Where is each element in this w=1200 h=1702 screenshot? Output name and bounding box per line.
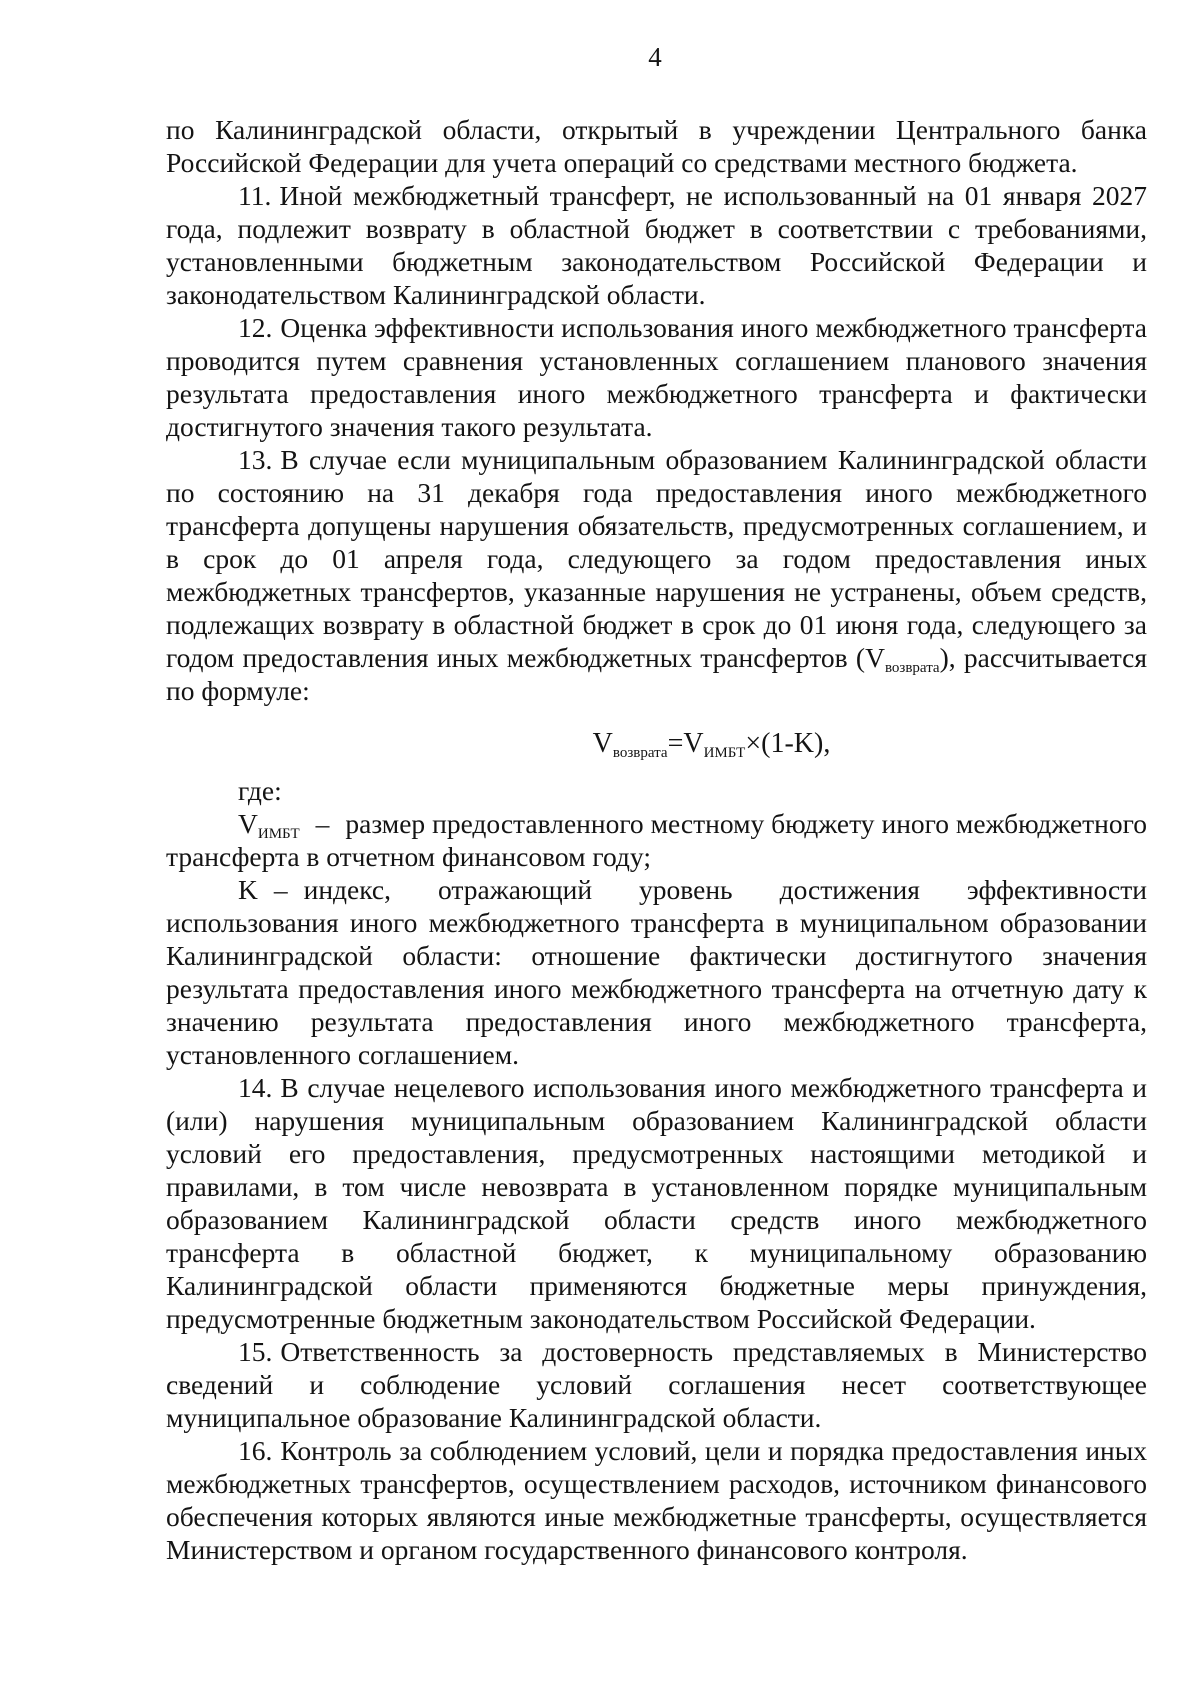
paragraph-number: 13. <box>238 444 273 475</box>
paragraph-number: 15. <box>238 1336 273 1367</box>
definition-text: размер предоставленного местному бюджету иного межбюджетного трансферта в отчетном финансовом году; <box>166 808 1147 872</box>
paragraph-14 <box>166 1071 1147 1335</box>
return-volume-symbol: $(V_{возврата})$, рассчитывается по формуле: <box>166 642 1148 706</box>
definition-k <box>166 873 1147 1071</box>
definition-dash: – <box>315 808 330 839</box>
paragraph-text: Ответственность за достоверность представляемых в Министерство сведений и соблюдение условий соглашения несет соответствующее муниципальное образование Калининградской области. <box>166 1336 1147 1433</box>
definition-symbol: $V_{ИМБТ}$ <box>238 808 300 842</box>
paragraph-number: 14. <box>238 1072 273 1103</box>
where-label: где: <box>238 775 282 806</box>
paragraph-11 <box>166 179 1147 311</box>
return-formula: $V_{возврата}=V_{ИМБТ}\times(1-K)$, <box>592 728 831 761</box>
definition-symbol: K <box>238 874 258 905</box>
paragraph-text: Оценка эффективности использования иного межбюджетного трансферта проводится путем сравнения установленных соглашением планового значения результата предоставления иного межбюджетного трансферта и фактически достигнутого значения такого результата. <box>166 312 1147 442</box>
definition-text: индекс, отражающий уровень достижения эффективности использования иного межбюджетного трансферта в муниципальном образовании Калининградской области: отношение фактически достигнутого значения результата предоставления иного межбюджетного трансферта на отчетную дату к значению результата предоставления иного межбюджетного трансферта, установленного соглашением. <box>166 874 1147 1070</box>
definition-v-imbt <box>166 807 1147 873</box>
paragraph-text: Контроль за соблюдением условий, цели и порядка предоставления иных межбюджетных трансфертов, осуществлением расходов, источником финансового обеспечения которых являются иные межбюджетные трансферты, осуществляется Министерством и органом государственного финансового контроля. <box>166 1435 1147 1565</box>
paragraph-15 <box>166 1335 1147 1434</box>
paragraph-number: 16. <box>238 1435 273 1466</box>
paragraph-text: В случае нецелевого использования иного межбюджетного трансферта и (или) нарушения муниципальным образованием Калининградской области условий его предоставления, предусмотренных настоящими методикой и правилами, в том числе невозврата в установленном порядке муниципальным образованием Калининградской области средств иного межбюджетного трансферта в областной бюджет, к муниципальному образованию Калининградской области применяются бюджетные меры принуждения, предусмотренные бюджетным законодательством Российской Федерации. <box>166 1072 1147 1334</box>
paragraph-16 <box>166 1434 1147 1566</box>
paragraph-text: Иной межбюджетный трансферт, не использованный на 01 января 2027 года, подлежит возврату в областной бюджет в соответствии с требованиями, установленными бюджетным законодательством Российской Федерации и законодательством Калининградской области. <box>166 180 1147 310</box>
continuation-paragraph: по Калининградской области, открытый в учреждении Центрального банка Российской Федерации для учета операций со средствами местного бюджета. <box>166 114 1147 178</box>
definition-dash: – <box>273 874 288 905</box>
paragraph-13 <box>166 443 1147 707</box>
paragraph-number: 12. <box>238 312 273 343</box>
paragraph-number: 11. <box>238 180 272 211</box>
page-number: 4 <box>648 42 662 72</box>
paragraph-12 <box>166 311 1147 443</box>
paragraph-text: В случае если муниципальным образованием Калининградской области по состоянию на 31 декабря года предоставления иного межбюджетного трансферта допущены нарушения обязательств, предусмотренных соглашением, и в срок до 01 апреля года, следующего за годом предоставления иных межбюджетных трансфертов, указанные нарушения не устранены, объем средств, подлежащих возврату в областной бюджет в срок до 01 июня года, следующего за годом предоставления иных межбюджетных трансфертов <box>166 444 1147 673</box>
document-body <box>166 113 1147 1566</box>
